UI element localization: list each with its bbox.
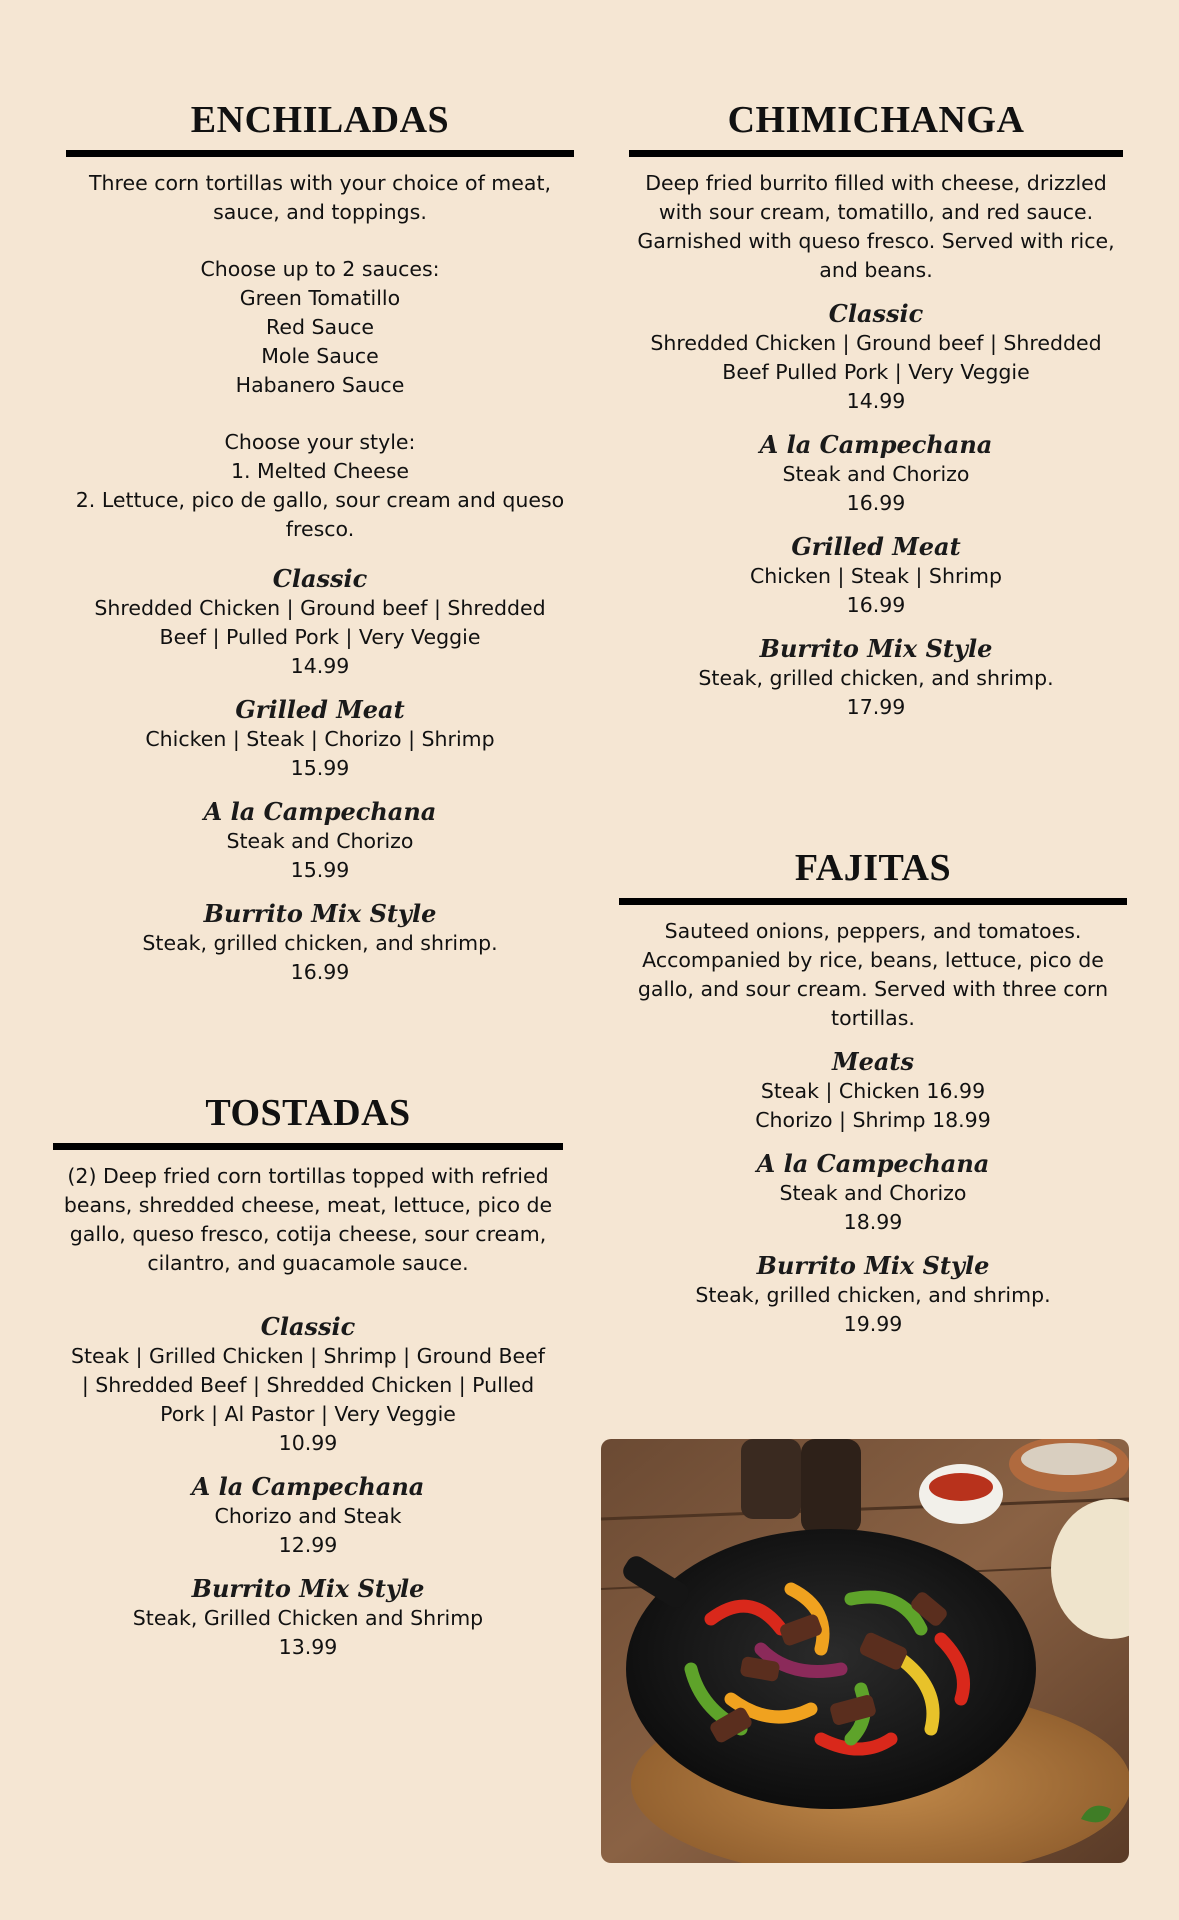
item-price: 15.99 — [290, 756, 350, 780]
item-name: Grilled Meat — [791, 532, 961, 561]
item-name: Burrito Mix Style — [191, 1574, 425, 1603]
item-options: Steak | Chicken 16.99 — [760, 1079, 986, 1103]
style-option: fresco. — [285, 517, 355, 541]
style-heading: Choose your style: — [224, 430, 416, 454]
item-options: Beef Pulled Pork | Very Veggie — [722, 360, 1030, 384]
item-options: Steak, Grilled Chicken and Shrimp — [132, 1606, 484, 1630]
sauce-option: Green Tomatillo — [239, 286, 401, 310]
menu-item — [629, 532, 1123, 620]
sauce-options — [66, 255, 574, 400]
section-description: Deep fried burrito filled with cheese, drizzled with sour cream, tomatillo, and red sauce. Garnished with queso fresco. Served with rice, and beans. — [637, 171, 1115, 282]
item-name: Grilled Meat — [235, 695, 405, 724]
item-name: A la Campechana — [756, 1149, 990, 1178]
item-price: 16.99 — [846, 491, 906, 515]
item-options: Steak, grilled chicken, and shrimp. — [695, 1283, 1051, 1307]
section-description: Three corn tortillas with your choice of meat, sauce, and toppings. — [88, 171, 551, 224]
section-title: ENCHILADAS — [190, 99, 450, 141]
item-name: Burrito Mix Style — [203, 899, 437, 928]
sauces-heading: Choose up to 2 sauces: — [200, 257, 440, 281]
style-option: 1. Melted Cheese — [230, 459, 410, 483]
item-price: 17.99 — [846, 695, 906, 719]
section-divider — [619, 898, 1127, 905]
item-name: Classic — [272, 564, 368, 593]
item-options: Beef | Pulled Pork | Very Veggie — [159, 625, 481, 649]
item-price: 16.99 — [846, 593, 906, 617]
item-price: 16.99 — [290, 960, 350, 984]
section-title: TOSTADAS — [205, 1092, 411, 1134]
menu-item — [66, 899, 574, 987]
sauce-option: Habanero Sauce — [235, 373, 405, 397]
fajita-skillet-photo — [601, 1439, 1129, 1863]
chimichanga-section — [629, 98, 1123, 722]
menu-item — [66, 695, 574, 783]
section-divider — [66, 150, 574, 157]
section-title: CHIMICHANGA — [727, 99, 1025, 141]
menu-item — [53, 1574, 563, 1662]
item-name: A la Campechana — [191, 1472, 425, 1501]
style-option: 2. Lettuce, pico de gallo, sour cream and queso — [75, 488, 565, 512]
item-price: 15.99 — [290, 858, 350, 882]
item-name: Classic — [828, 299, 924, 328]
item-price: 14.99 — [290, 654, 350, 678]
item-options: | Shredded Beef | Shredded Chicken | Pulled — [81, 1373, 535, 1397]
item-price: 13.99 — [278, 1635, 338, 1659]
item-options: Steak, grilled chicken, and shrimp. — [142, 931, 498, 955]
item-name: A la Campechana — [203, 797, 437, 826]
item-options: Chicken | Steak | Shrimp — [749, 564, 1003, 588]
fajitas-section — [619, 846, 1127, 1339]
item-options: Chorizo | Shrimp 18.99 — [755, 1108, 991, 1132]
sauce-option: Red Sauce — [266, 315, 374, 339]
section-divider — [53, 1143, 563, 1150]
item-name: Burrito Mix Style — [759, 634, 993, 663]
item-name: Meats — [832, 1047, 914, 1076]
section-description: Sauteed onions, peppers, and tomatoes. Accompanied by rice, beans, lettuce, pico de gallo, and sour cream. Served with three corn tortillas. — [637, 919, 1109, 1030]
item-options: Chicken | Steak | Chorizo | Shrimp — [145, 727, 495, 751]
menu-item — [53, 1312, 563, 1458]
item-options: Shredded Chicken | Ground beef | Shredded — [94, 596, 546, 620]
tostadas-section — [53, 1091, 563, 1662]
section-description: (2) Deep fried corn tortillas topped with refried beans, shredded cheese, meat, lettuce, pico de gallo, queso fresco, cotija cheese, sour cream, cilantro, and guacamole sauce. — [63, 1164, 553, 1275]
item-price: 10.99 — [278, 1431, 338, 1455]
item-price: 18.99 — [843, 1210, 903, 1234]
item-name: Classic — [260, 1312, 356, 1341]
menu-item — [629, 430, 1123, 518]
item-options: Chorizo and Steak — [214, 1504, 402, 1528]
item-price: 12.99 — [278, 1533, 338, 1557]
sauce-option: Mole Sauce — [261, 344, 379, 368]
item-options: Steak and Chorizo — [226, 829, 414, 853]
enchiladas-section — [66, 98, 574, 987]
item-options: Pork | Al Pastor | Very Veggie — [160, 1402, 456, 1426]
menu-item — [629, 299, 1123, 416]
item-name: Burrito Mix Style — [756, 1251, 990, 1280]
item-options: Steak | Grilled Chicken | Shrimp | Ground Beef — [70, 1344, 545, 1368]
item-price: 19.99 — [843, 1312, 903, 1336]
item-price: 14.99 — [846, 389, 906, 413]
menu-item — [66, 564, 574, 681]
item-options: Steak, grilled chicken, and shrimp. — [698, 666, 1054, 690]
menu-item — [629, 634, 1123, 722]
style-options — [66, 428, 574, 544]
item-options: Steak and Chorizo — [779, 1181, 967, 1205]
section-title: FAJITAS — [794, 847, 952, 889]
item-name: A la Campechana — [759, 430, 993, 459]
menu-item — [53, 1472, 563, 1560]
menu-item — [619, 1251, 1127, 1339]
menu-item — [66, 797, 574, 885]
item-options: Shredded Chicken | Ground beef | Shredded — [650, 331, 1102, 355]
menu-item — [619, 1149, 1127, 1237]
menu-item — [619, 1047, 1127, 1135]
section-divider — [629, 150, 1123, 157]
item-options: Steak and Chorizo — [782, 462, 970, 486]
